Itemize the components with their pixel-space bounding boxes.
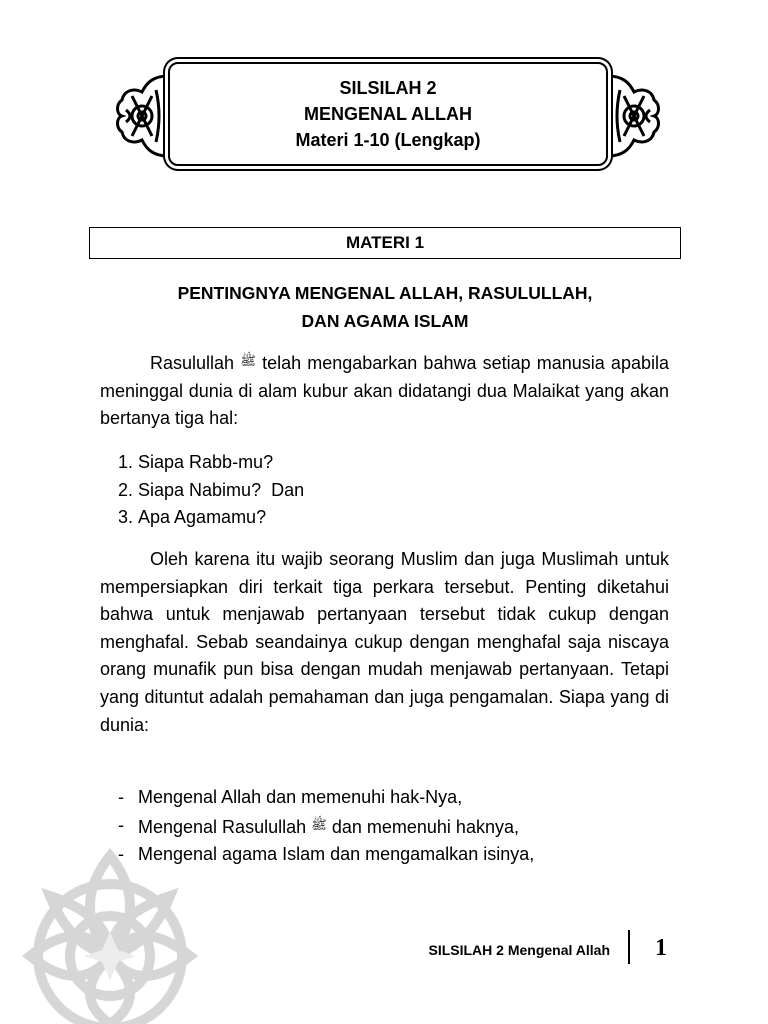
list-marker: 1. [118, 452, 134, 472]
paragraph-explanation-text: Oleh karena itu wajib seorang Muslim dan juga Muslimah untuk mempersiapkan diri terkait tiga perkara tersebut. Penting diketahui bahwa untuk menjawab pertanyaan tersebut tidak cukup dengan menghafal. Sebab seandainya cukup dengan menghafal saja niscaya orang munafik pun bisa dengan mudah menjawab pertanyaan. Tetapi yang dituntut adalah pemahaman dan juga pengamalan. Siapa yang di dunia: [100, 549, 669, 735]
list-item-text: Mengenal Rasulullah [138, 816, 307, 837]
section-label: MATERI 1 [345, 233, 425, 252]
list-item [100, 504, 304, 532]
saw-symbol-icon: ﷺ [240, 354, 256, 369]
right-ornament-icon [602, 70, 664, 162]
chapter-heading-line1: PENTINGNYA MENGENAL ALLAH, RASULULLAH, [177, 283, 593, 303]
list-marker: - [118, 814, 124, 835]
list-item [100, 449, 304, 477]
questions-list [100, 449, 304, 532]
page-number: 1 [655, 935, 667, 961]
chapter-heading-line2: DAN AGAMA ISLAM [301, 311, 469, 331]
list-marker: - [118, 844, 124, 865]
saw-symbol-icon: ﷺ [311, 817, 327, 833]
list-item [100, 784, 534, 812]
decorative-watermark-icon [0, 836, 200, 1024]
list-item-text: Siapa Rabb-mu? [138, 452, 274, 472]
list-item-text: Apa Agamamu? [138, 507, 267, 528]
list-marker: 3. [118, 507, 134, 528]
book-subtitle: Materi 1-10 (Lengkap) [295, 130, 481, 150]
chapter-heading [89, 279, 681, 335]
footer-title: SILSILAH 2 Mengenal Allah [428, 942, 610, 958]
list-marker: 2. [118, 479, 134, 500]
section-label-box [89, 227, 681, 259]
paragraph-intro-text: telah mengabarkan bahwa setiap manusia apabila meninggal dunia di alam kubur akan didatangi dua Malaikat yang akan bertanya tiga hal: [100, 353, 669, 429]
series-title: SILSILAH 2 [339, 78, 437, 98]
footer-divider [628, 930, 630, 964]
list-item-text: Siapa Nabimu? Dan [138, 479, 305, 500]
list-marker: - [118, 787, 124, 807]
list-item-text: dan memenuhi haknya, [331, 816, 519, 837]
paragraph-explanation [100, 546, 669, 739]
rasulullah-word: Rasulullah [150, 353, 235, 373]
list-item-text: Mengenal agama Islam dan mengamalkan isinya, [138, 844, 535, 865]
paragraph-intro [100, 348, 669, 433]
list-item [100, 477, 304, 505]
title-box [168, 62, 608, 166]
list-item-text: Mengenal Allah dan memenuhi hak-Nya, [138, 787, 463, 807]
book-title: MENGENAL ALLAH [304, 104, 472, 124]
left-ornament-icon [112, 70, 174, 162]
